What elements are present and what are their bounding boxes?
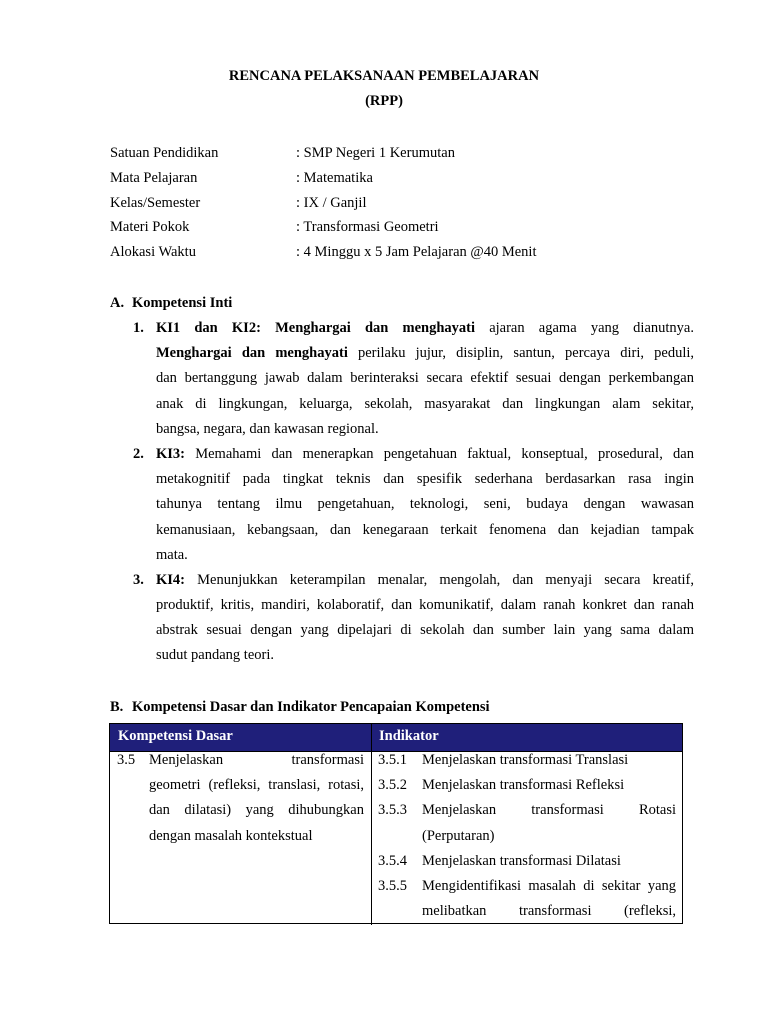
indicator-line: (Perputaran) [422, 827, 495, 844]
kd-indicator-table [109, 723, 683, 924]
kd-text: dengan masalah kontekstual [149, 827, 313, 844]
identity-value: : SMP Negeri 1 Kerumutan [296, 145, 455, 161]
section-a-title: Kompetensi Inti [132, 295, 233, 311]
identity-label: Materi Pokok [110, 219, 190, 236]
indicator-line: Menjelaskan transformasi Dilatasi [422, 852, 621, 869]
identity-label: Mata Pelajaran [110, 169, 198, 186]
table-header-kd: Kompetensi Dasar [110, 724, 371, 751]
kd-text: Menjelaskan transformasi [149, 752, 364, 768]
identity-value: : Matematika [296, 169, 373, 186]
indicator-line: Menjelaskan transformasi Rotasi [422, 802, 676, 819]
identity-label: Kelas/Semester [110, 194, 201, 211]
document-title: RENCANA PELAKSANAAN PEMBELAJARAN [228, 68, 540, 84]
section-b-title: Kompetensi Dasar dan Indikator Pencapaian Kompetensi [132, 699, 490, 715]
indicator-item [378, 878, 676, 928]
indicator-text [422, 853, 676, 878]
section-a-heading [110, 295, 232, 312]
identity-value: : 4 Minggu x 5 Jam Pelajaran @40 Menit [296, 244, 537, 261]
indicator-item [378, 853, 676, 878]
identity-row [110, 145, 537, 170]
ki-number: 1. [133, 320, 144, 336]
ki-line: bangsa, negara, dan kawasan regional. [156, 420, 379, 437]
ki-line: abstrak sesuai dengan yang dipelajari di sekolah dan sumber lain yang sama dalam [156, 622, 694, 639]
ki-number: 3. [133, 571, 144, 588]
indicator-text [422, 752, 676, 777]
section-b-letter: B. [110, 699, 124, 715]
identity-label: Satuan Pendidikan [110, 145, 219, 161]
indicator-line: melibatkan transformasi (refleksi, [422, 903, 676, 920]
section-b-heading [110, 699, 490, 716]
document-subtitle: (RPP) [365, 93, 403, 109]
ki-line: sudut pandang teori. [156, 647, 274, 664]
kd-cell [117, 752, 364, 853]
kd-line [117, 802, 364, 827]
identity-table [110, 145, 537, 269]
indicator-item [378, 802, 676, 852]
ki-item [133, 446, 694, 572]
ki-line: anak di lingkungan, keluarga, sekolah, masyarakat dan lingkungan alam sekitar, [156, 395, 694, 412]
indicator-line: Mengidentifikasi masalah di sekitar yang [422, 877, 676, 894]
indicator-text [422, 777, 676, 802]
identity-row [110, 195, 537, 220]
identity-value: : Transformasi Geometri [296, 219, 439, 236]
ki-number: 2. [133, 445, 144, 462]
indicator-text [422, 878, 676, 928]
ki-line: KI4: Menunjukkan keterampilan menalar, mengolah, dan menyaji secara kreatif, [156, 571, 694, 588]
kd-line [117, 828, 364, 853]
ki-line: KI1 dan KI2: Menghargai dan menghayati ajaran agama yang dianutnya. [156, 320, 694, 336]
ki-line: produktif, kritis, mandiri, kolaboratif, dan komunikatif, dalam ranah konkret dan ranah [156, 597, 694, 614]
kd-text: geometri (refleksi, translasi, rotasi, [149, 777, 364, 794]
ki-line: kemanusiaan, kebangsaan, dan kenegaraan terkait fenomena dan kejadian tampak [156, 521, 694, 538]
kompetensi-inti-list [133, 320, 694, 673]
kd-line [117, 752, 364, 777]
ki-line: metakognitif pada tingkat teknis dan spesifik sederhana berdasarkan rasa ingin [156, 471, 694, 488]
indicator-code: 3.5.2 [378, 777, 407, 794]
indicator-item [378, 777, 676, 802]
kd-code: 3.5 [117, 752, 136, 768]
kd-line [117, 777, 364, 802]
table-header-indicator: Indikator [372, 724, 682, 751]
ki-line: KI3: Memahami dan menerapkan pengetahuan faktual, konseptual, prosedural, dan [156, 445, 694, 462]
table-column-divider [371, 724, 372, 925]
indicator-code: 3.5.5 [378, 877, 407, 894]
indicator-text [422, 802, 676, 852]
kd-text: dan dilatasi) yang dihubungkan [149, 802, 364, 819]
indicator-line: Menjelaskan transformasi Translasi [422, 752, 629, 768]
identity-row [110, 170, 537, 195]
ki-item [133, 572, 694, 673]
ki-line: mata. [156, 546, 188, 563]
indicator-cell [378, 752, 676, 928]
section-a-letter: A. [110, 295, 125, 311]
ki-item [133, 320, 694, 446]
indicator-code: 3.5.1 [378, 752, 407, 768]
identity-row [110, 219, 537, 244]
indicator-code: 3.5.3 [378, 802, 407, 819]
identity-label: Alokasi Waktu [110, 244, 196, 261]
indicator-line: Menjelaskan transformasi Refleksi [422, 777, 625, 794]
indicator-item [378, 752, 676, 777]
ki-line: tahunya tentang ilmu pengetahuan, teknologi, seni, budaya dengan wawasan [156, 496, 694, 513]
indicator-code: 3.5.4 [378, 852, 407, 869]
ki-line: Menghargai dan menghayati perilaku jujur, disiplin, santun, percaya diri, peduli, [156, 345, 694, 362]
identity-value: : IX / Ganjil [296, 194, 367, 211]
identity-row [110, 244, 537, 269]
ki-line: dan bertanggung jawab dalam berinteraksi secara efektif sesuai dengan perkembangan [156, 370, 694, 387]
